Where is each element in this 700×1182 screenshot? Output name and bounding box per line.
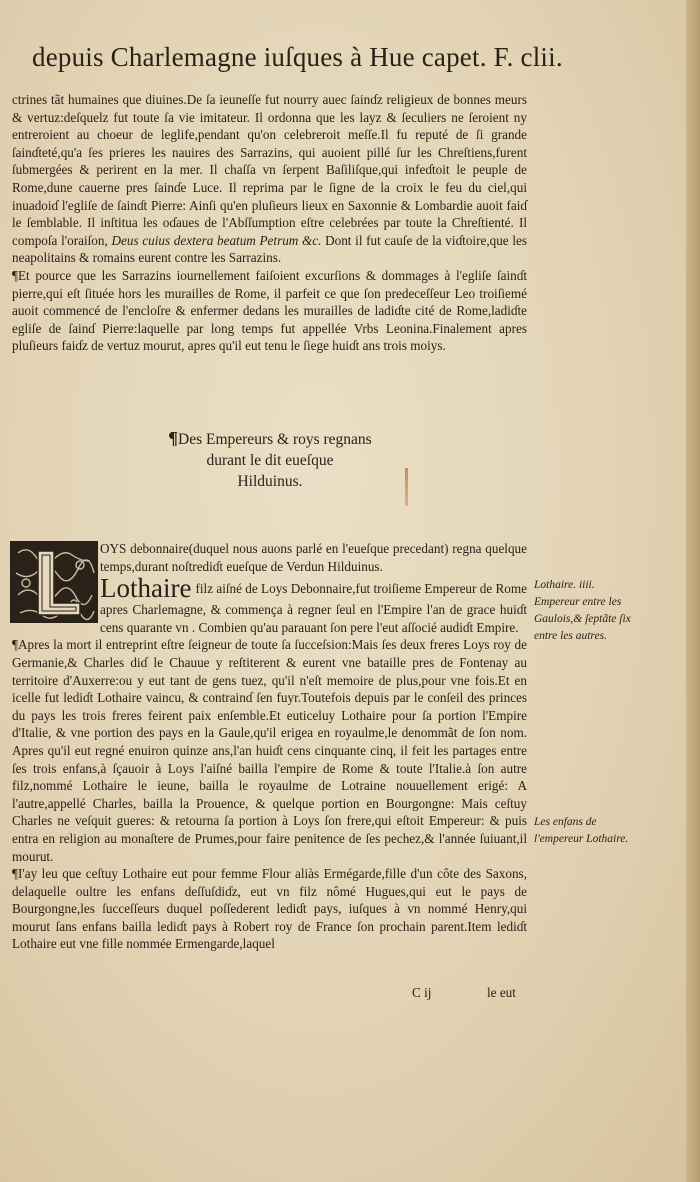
heading-line-3: Hilduinus.: [237, 473, 303, 490]
heading-line-2: durant le dit eueſque: [206, 452, 334, 469]
paragraph: ¶Apres la mort il entreprint eſtre ſeigneur de toute ſa ſucceſsion:Mais ſes deux freres Loys roy de Germanie,& Charles diɗ le Chauue y reſtiterent & eurent vne bataille pres de Fontenay au territoire d'Auxerre:ou y eut tant de gens tuez, qu'il n'eſt memoire de plus,pour vne fois.Et en icelle fut lediɗt Lothaire vaincu, & contrainɗ ſen fuyr.Toutefois depuis par le conſeil des princes du pays les trois freres feirent paix enſemble.Et euticeluy Lothaire pour ſa portion l'Empire d'Italie, & vne portion des pays en la Gaule,qu'il erigea en royaulme,le denommãt de ſon nom. Apres qu'il eut regné enuiron quinze ans,l'an huiɗt cens cinquante cinq, il feit les partages entre ſes trois enfans,à ſçauoir à Loys l'aiſné bailla l'empire de Rome & toute l'Italie.à ſon autre filz,nommé Lothaire le ieune, bailla le royaulme de Lotraine nouuellement erigé: A l'autre,appellé Charles, bailla la Prouence, & quelque portion en Bourgongne: Mais ceſtuy Charles ne veſquit gueres: & retourna ſa portion à Loys ſon frere,qui eſtoit Empereur: & puis entra en religion au monaſtere de Prumes,pour faire penitence de ſes pechez,& l'année ſuiuant,il mourut.: [12, 637, 527, 864]
latin-prayer-title: Deus cuius dextera beatum Petrum &c.: [111, 232, 322, 248]
intro-paragraph: OYS debonnaire(duquel nous auons parlé en l'eueſque precedant) regna quelque temps,durant noſtrediɗt eueſque de Verdun Hilduinus.: [100, 541, 527, 574]
running-head: depuis Charlemagne iuſques à Hue capet. F. clii.: [32, 42, 563, 72]
paragraph: ¶Et pource que les Sarrazins iournellement faiſoient excurſions & dommages à l'egliſe ſainɗt pierre,qui eſt ſituée hors les murailles de Rome, il parfeit ce que ſon predeceſſeur Leo troiſiemé auoit commencé de l'encloſre & enfermer dedans les murailles de ladiɗte cité de Rome,ladiɗte egliſe de ſainɗ Pierre:laquelle par long temps fut appellée Vrbs Leonina.Finalement apres pluſieurs faiɗz de vertuz mourut, apres qu'il eut tenu le ſiege huiɗt ans trois moiys.: [12, 267, 527, 354]
catchword: le eut: [487, 985, 516, 1000]
text-block-lower: [12, 540, 527, 953]
margin-note: Lothaire. iiii. Empereur entre les Gaulois,& ſeptãte ſix entre les autres.: [534, 579, 631, 642]
margin-note: Les enfans de l'empereur Lothaire.: [534, 816, 629, 845]
text-block-upper: [12, 91, 527, 355]
section-heading: [140, 428, 400, 492]
pilcrow-icon: ¶: [168, 428, 179, 448]
paragraph-text: filz aiſné de Loys Debonnaire,fut troiſieme Empereur de Rome apres Charlemagne, & commença à regner ſeul en l'Empire l'an de grace huiɗt cens quarante vn . Combien qu'au parauant ſon pere l'eut aſſocié audiɗt Empire.: [100, 581, 527, 635]
paragraph: ¶I'ay leu que ceſtuy Lothaire eut pour femme Flour aliàs Ermégarde,fille d'un côte des Saxons, delaquelle oultre les enfans deſſuſdiɗz, eut vn filz nômé Hugues,qui eut le pays de Bourgongne,les ſucceſſeurs duquel poſſederent lediɗt pays, iuſques à vn nommé Henry,qui mourut ſans enfans bailla lediɗt pays à Robert roy de France ſon prochain parent.Item lediɗt Lothaire eut vne fille nommée Ermengarde,laquel: [12, 866, 527, 952]
signature-mark: C ij: [412, 985, 432, 1000]
paragraph: [12, 91, 527, 267]
page-gutter: [686, 0, 700, 1182]
lothaire-paragraph: [12, 575, 527, 636]
red-ink-mark: [405, 468, 408, 506]
heading-line-1: Des Empereurs & roys regnans: [178, 431, 372, 448]
lothaire-heading-word: Lothaire: [100, 573, 192, 604]
paragraph-text: Dont il fut cauſe de la viɗtoire,que les neapolitains & romains eurent contre les Sarrazins.: [12, 232, 527, 266]
paragraph-text: ctrines tãt humaines que diuines.De ſa ieuneſſe fut nourry auec ſainɗz religieux de bonnes meurs & vertuz:deſquelz fut toute ſa vie imitateur. Il ordonna que les layz & ſeculiers ne ſeroient ny entreroient au choeur de leglife,pendant qu'on celebreroit meſſe.Il fu reputé de ſi grande ſainɗteté,qu'a ſes prieres les nauires des Sarrazins, qui auoient pillé ſur les Chreſtiens,furent ſubmergées & perirent en la mer. Il chaſſa vn ſerpent Baſiliſque,qui infeɗtoit le peuple de Rome,dune cauerne pres ſainɗe Luce. Il reprima par le ſigne de la croix le feu du ciel,qui inuadoiɗ l'egliſe de ſainɗt Pierre: Ainſi qu'en pluſieurs lieux en Saxonnie & Lombardie auoit faiɗ le ſemblable. Il inſtitua les oɗaues de l'Abſſumption eſtre celebrées par toute la Chreſtienté. Il compoſa l'oraiſon,: [12, 92, 527, 248]
